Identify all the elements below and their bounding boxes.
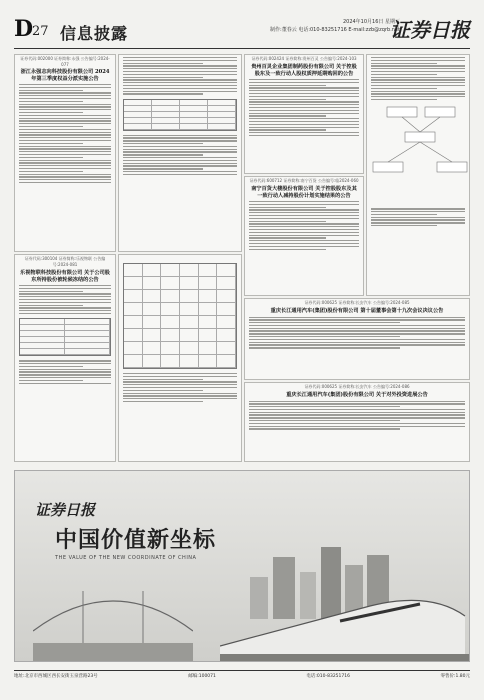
section-title: 信息披露 [60, 24, 129, 43]
notice-block-6 [244, 298, 470, 380]
masthead [14, 14, 470, 48]
notice-block-5 [14, 254, 116, 462]
notice-title: 贵州百灵企业集团制药股份有限公司 关于控股股东及一致行动人股权质押延期购回的公告 [251, 64, 357, 77]
dateline: 2024年10月16日 星期三 [342, 19, 400, 25]
notice-meta: 证券代码:002000 证券简称:永强 公告编号:2024-077 [20, 56, 110, 67]
footer-postcode: 邮编:100071 [188, 674, 216, 679]
notice-meta: 证券代码:000625 证券简称:长安汽车 公告编号:2024-085 [304, 300, 410, 305]
footer [14, 670, 470, 681]
notice-meta: 证券代码:000625 证券简称:长安汽车 公告编号:2024-086 [304, 384, 410, 389]
data-table [123, 263, 237, 369]
ad-headline: 中国价值新坐标 [55, 527, 217, 553]
paper-logo: 证券日报 [390, 18, 470, 42]
notice-meta: 证券代码:002424 证券简称:贵州百灵 公告编号:2024-103 [251, 56, 357, 61]
masthead-rule [14, 48, 470, 49]
footer-address: 地址:北京市西城区西长安街玉泉营路23号 [14, 674, 98, 679]
advertisement [14, 470, 470, 662]
notice-title: 南宁百货大楼股份有限公司 关于控股股东及其一致行动人减持股份计划实施结果的公告 [251, 186, 357, 199]
notice-block-2 [118, 54, 242, 252]
page-number: 27 [32, 24, 49, 39]
data-table [123, 99, 237, 131]
data-table [19, 318, 111, 356]
notice-title: 重庆长江通用汽车(集团)股份有限公司 第十届董事会第十九次会议决议公告 [270, 308, 444, 314]
editor-line: 制作:董春云 电话:010-83251716 E-mail:zzb@zqrb.net [270, 27, 400, 33]
notice-title: 乐视物联科技股份有限公司 关于公司股东所持股份被轮候冻结的公告 [20, 270, 110, 283]
train-illustration [220, 566, 470, 662]
notice-title: 重庆长江通用汽车(集团)股份有限公司 关于对外投资进展公告 [286, 392, 428, 398]
bridge-illustration [33, 551, 193, 661]
notice-block-1 [14, 54, 116, 252]
notice-block-4 [244, 176, 364, 296]
org-chart [367, 102, 470, 202]
table-block [118, 254, 242, 462]
notice-title: 浙江永强志向科技股份有限公司 2024年第三季度权益分派实施公告 [20, 69, 110, 82]
ad-subline: THE VALUE OF THE NEW COORDINATE OF CHINA [55, 555, 197, 561]
notice-meta: 证券代码:300104 证券简称:乐视物联 公告编号:2024-081 [24, 256, 106, 267]
footer-price: 零售价:1.80元 [440, 674, 470, 679]
diagram-block [366, 54, 470, 296]
page-code: D [14, 16, 34, 42]
footer-phone: 电话:010-83251716 [306, 674, 350, 679]
notice-meta: 证券代码:600712 证券简称:南宁百货 公告编号:临2024-060 [249, 178, 359, 183]
notice-block-3 [244, 54, 364, 174]
notice-block-7 [244, 382, 470, 462]
ad-logo: 证券日报 [35, 501, 96, 519]
